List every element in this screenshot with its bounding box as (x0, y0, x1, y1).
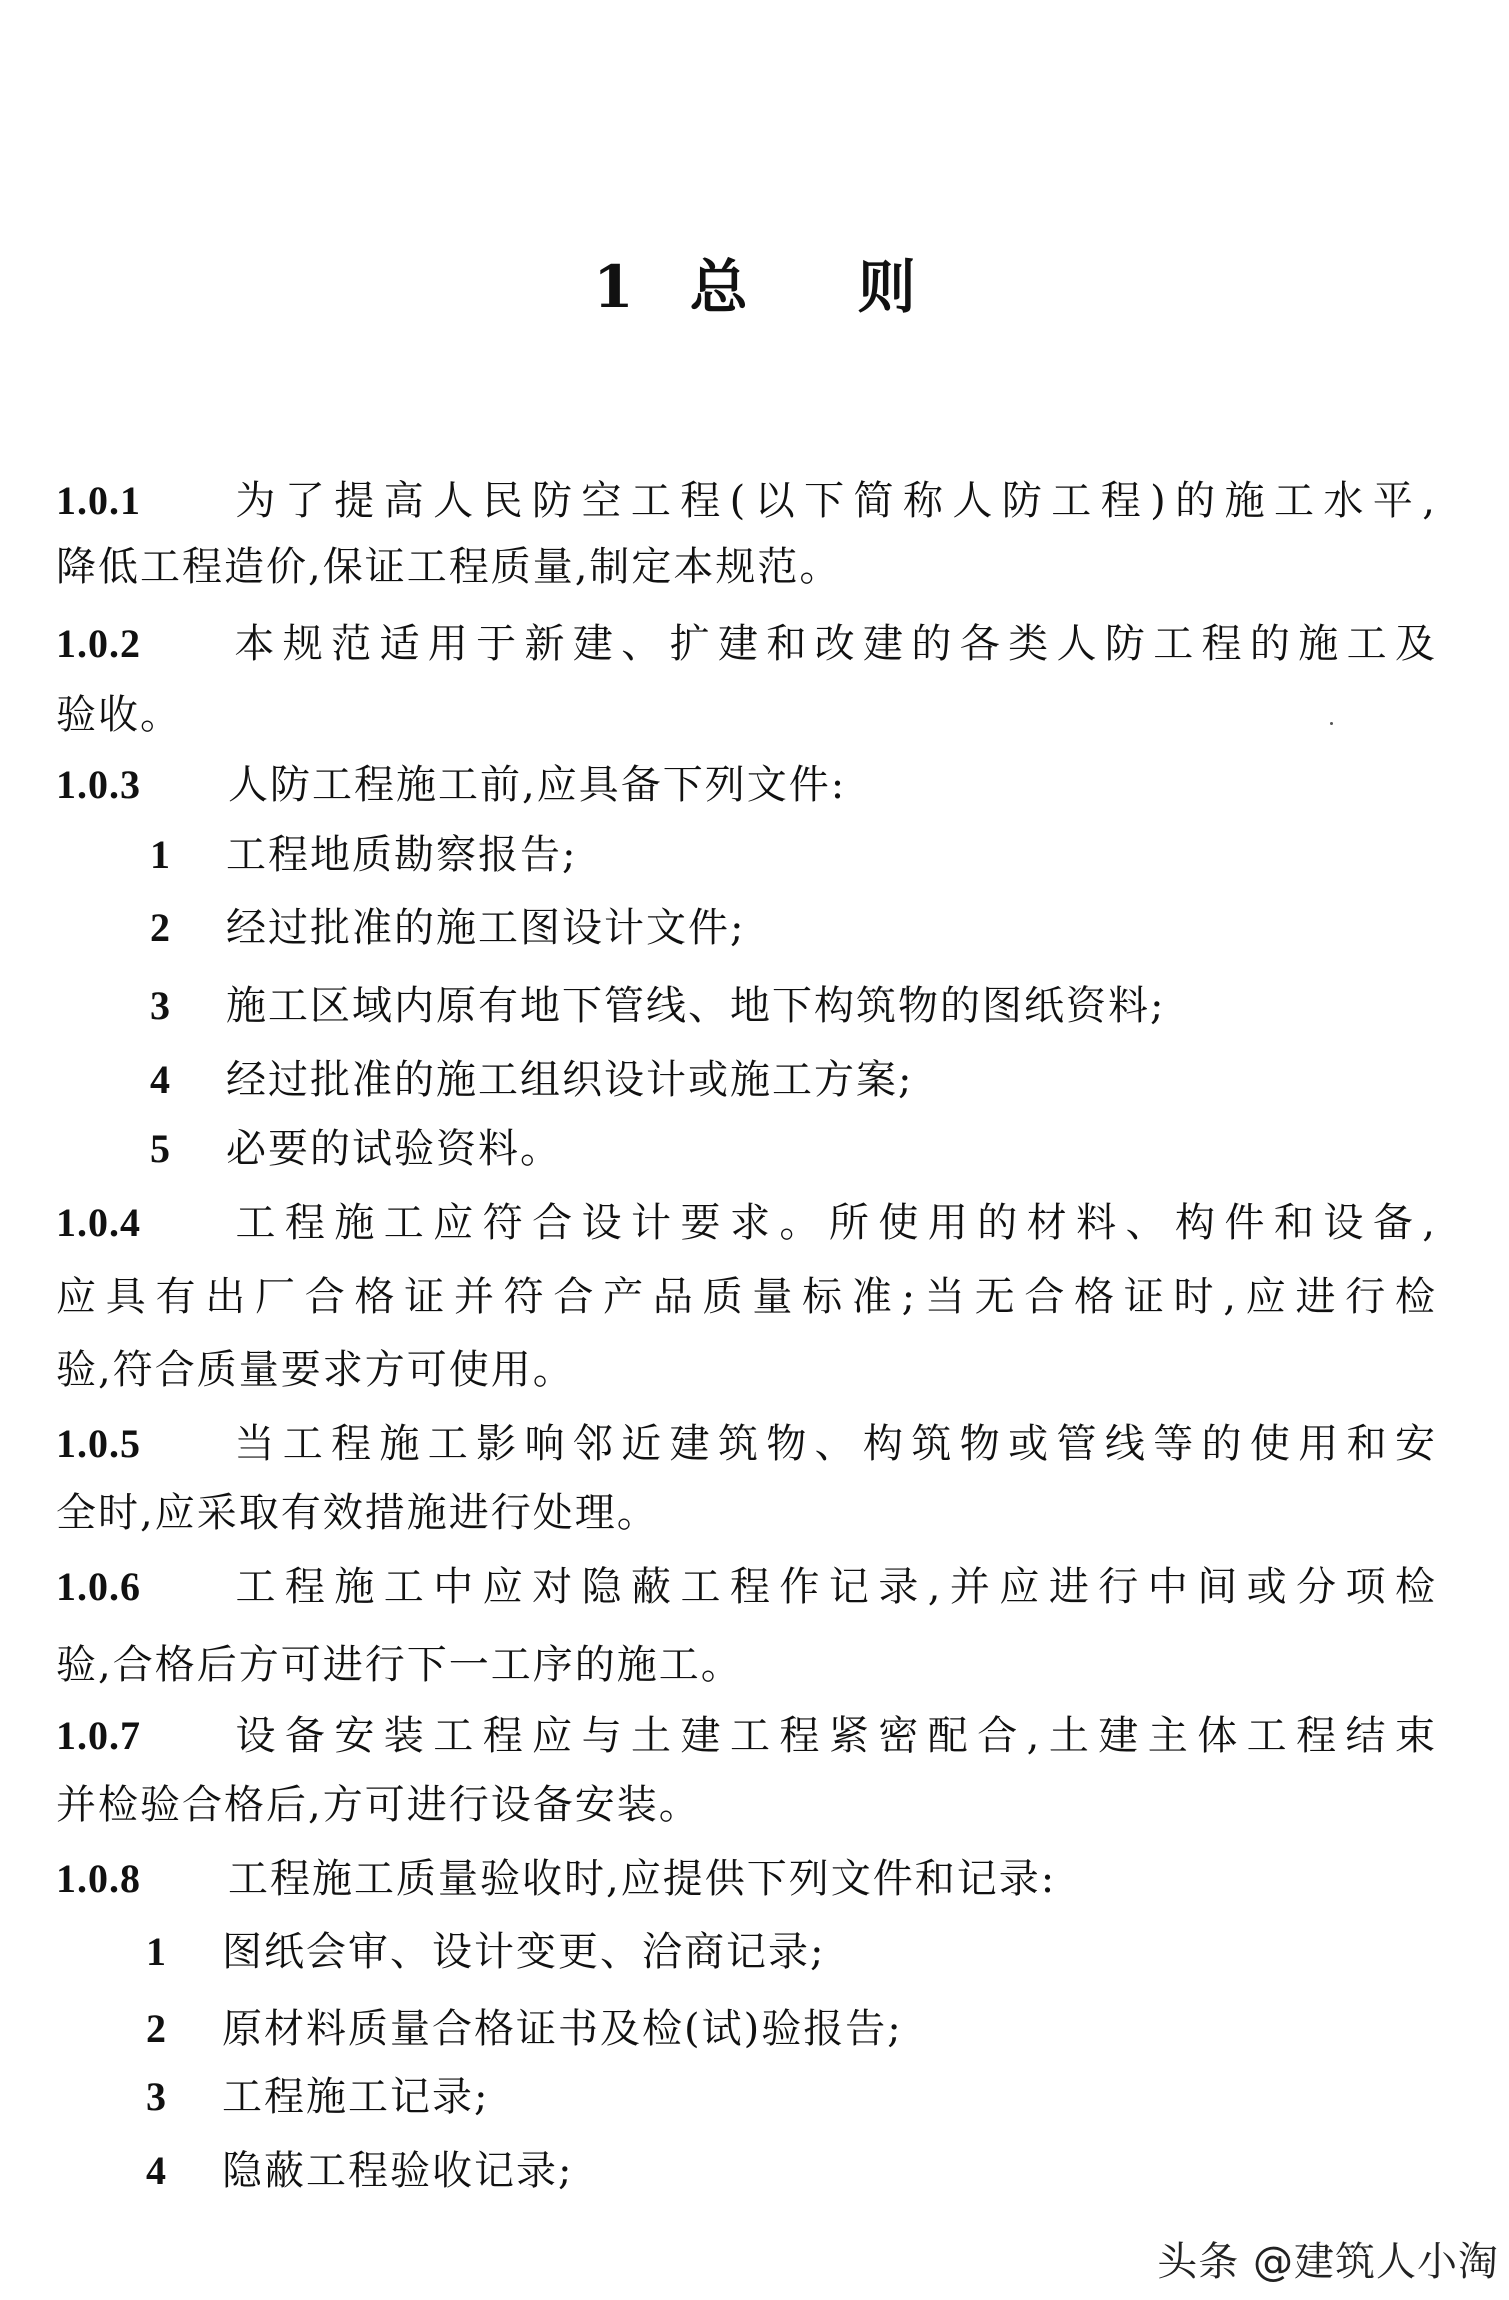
chapter-title-part1: 总 (689, 253, 748, 321)
clause-line (56, 1272, 1437, 1322)
list-item (150, 1124, 562, 1174)
watermark: 头条 @建筑人小淘 (1157, 2239, 1499, 2285)
item-number: 1 (146, 1929, 168, 1974)
item-number: 4 (150, 1057, 172, 1102)
clause-line (56, 1345, 1437, 1395)
clause-number: 1.0.7 (56, 1713, 141, 1758)
clause-text: 并检验合格后,方可进行设备安装。 (56, 1782, 701, 1828)
list-item (150, 830, 577, 880)
clause-text: 验,符合质量要求方可使用。 (56, 1347, 575, 1393)
clause-1-0-8 (56, 1854, 1437, 1904)
item-text: 施工区域内原有地下管线、地下构筑物的图纸资料; (226, 983, 1166, 1029)
clause-text: 降低工程造价,保证工程质量,制定本规范。 (56, 544, 842, 590)
clause-1-0-1 (56, 476, 1437, 526)
clause-number: 1.0.4 (56, 1200, 141, 1245)
list-item (146, 2072, 489, 2122)
clause-line (56, 542, 1437, 592)
list-item (150, 903, 745, 953)
clause-text: 工程施工质量验收时,应提供下列文件和记录: (228, 1856, 1057, 1902)
clause-number: 1.0.1 (56, 478, 141, 523)
item-text: 原材料质量合格证书及检(试)验报告; (222, 2006, 903, 2052)
item-number: 5 (150, 1126, 172, 1171)
list-item (150, 981, 1165, 1031)
list-item (146, 2146, 573, 2196)
item-text: 工程施工记录; (222, 2074, 490, 2120)
chapter-title-part2: 则 (857, 253, 916, 321)
clause-text: 全时,应采取有效措施进行处理。 (56, 1490, 659, 1536)
clause-1-0-6 (56, 1562, 1437, 1612)
chapter-title (0, 240, 1509, 324)
clause-number: 1.0.5 (56, 1421, 141, 1466)
item-text: 经过批准的施工组织设计或施工方案; (226, 1057, 914, 1103)
clause-1-0-7 (56, 1711, 1437, 1761)
item-text: 工程地质勘察报告; (226, 832, 578, 878)
item-number: 3 (150, 983, 172, 1028)
scan-speck (1330, 722, 1333, 725)
clause-line (56, 690, 1437, 740)
clause-1-0-4 (56, 1198, 1437, 1248)
clause-number: 1.0.3 (56, 762, 141, 807)
list-item (150, 1055, 913, 1105)
clause-1-0-3 (56, 760, 1437, 810)
clause-text: 人防工程施工前,应具备下列文件: (228, 762, 847, 808)
clause-number: 1.0.2 (56, 621, 141, 666)
item-text: 经过批准的施工图设计文件; (226, 905, 746, 951)
clause-1-0-2 (56, 619, 1437, 669)
item-number: 2 (150, 905, 172, 950)
item-text: 必要的试验资料。 (226, 1126, 562, 1172)
clause-text: 验收。 (56, 692, 182, 738)
clause-text: 验,合格后方可进行下一工序的施工。 (56, 1642, 743, 1688)
clause-text: 工程施工应符合设计要求。所使用的材料、构件和设备, (228, 1200, 1437, 1246)
clause-1-0-5 (56, 1419, 1437, 1469)
clause-line (56, 1780, 1437, 1830)
clause-number: 1.0.8 (56, 1856, 141, 1901)
clause-text: 为了提高人民防空工程(以下简称人防工程)的施工水平, (228, 478, 1437, 524)
item-text: 图纸会审、设计变更、洽商记录; (222, 1929, 826, 1975)
clause-text: 应具有出厂合格证并符合产品质量标准;当无合格证时,应进行检 (56, 1274, 1437, 1320)
item-number: 2 (146, 2006, 168, 2051)
clause-text: 工程施工中应对隐蔽工程作记录,并应进行中间或分项检 (228, 1564, 1437, 1610)
clause-number: 1.0.6 (56, 1564, 141, 1609)
item-number: 1 (150, 832, 172, 877)
clause-line (56, 1640, 1437, 1690)
chapter-number: 1 (593, 253, 634, 321)
clause-text: 当工程施工影响邻近建筑物、构筑物或管线等的使用和安 (228, 1421, 1437, 1467)
item-number: 4 (146, 2148, 168, 2193)
list-item (146, 2004, 903, 2054)
clause-text: 本规范适用于新建、扩建和改建的各类人防工程的施工及 (228, 621, 1437, 667)
clause-text: 设备安装工程应与土建工程紧密配合,土建主体工程结束 (228, 1713, 1437, 1759)
clause-line (56, 1488, 1437, 1538)
list-item (146, 1927, 825, 1977)
item-number: 3 (146, 2074, 168, 2119)
item-text: 隐蔽工程验收记录; (222, 2148, 574, 2194)
